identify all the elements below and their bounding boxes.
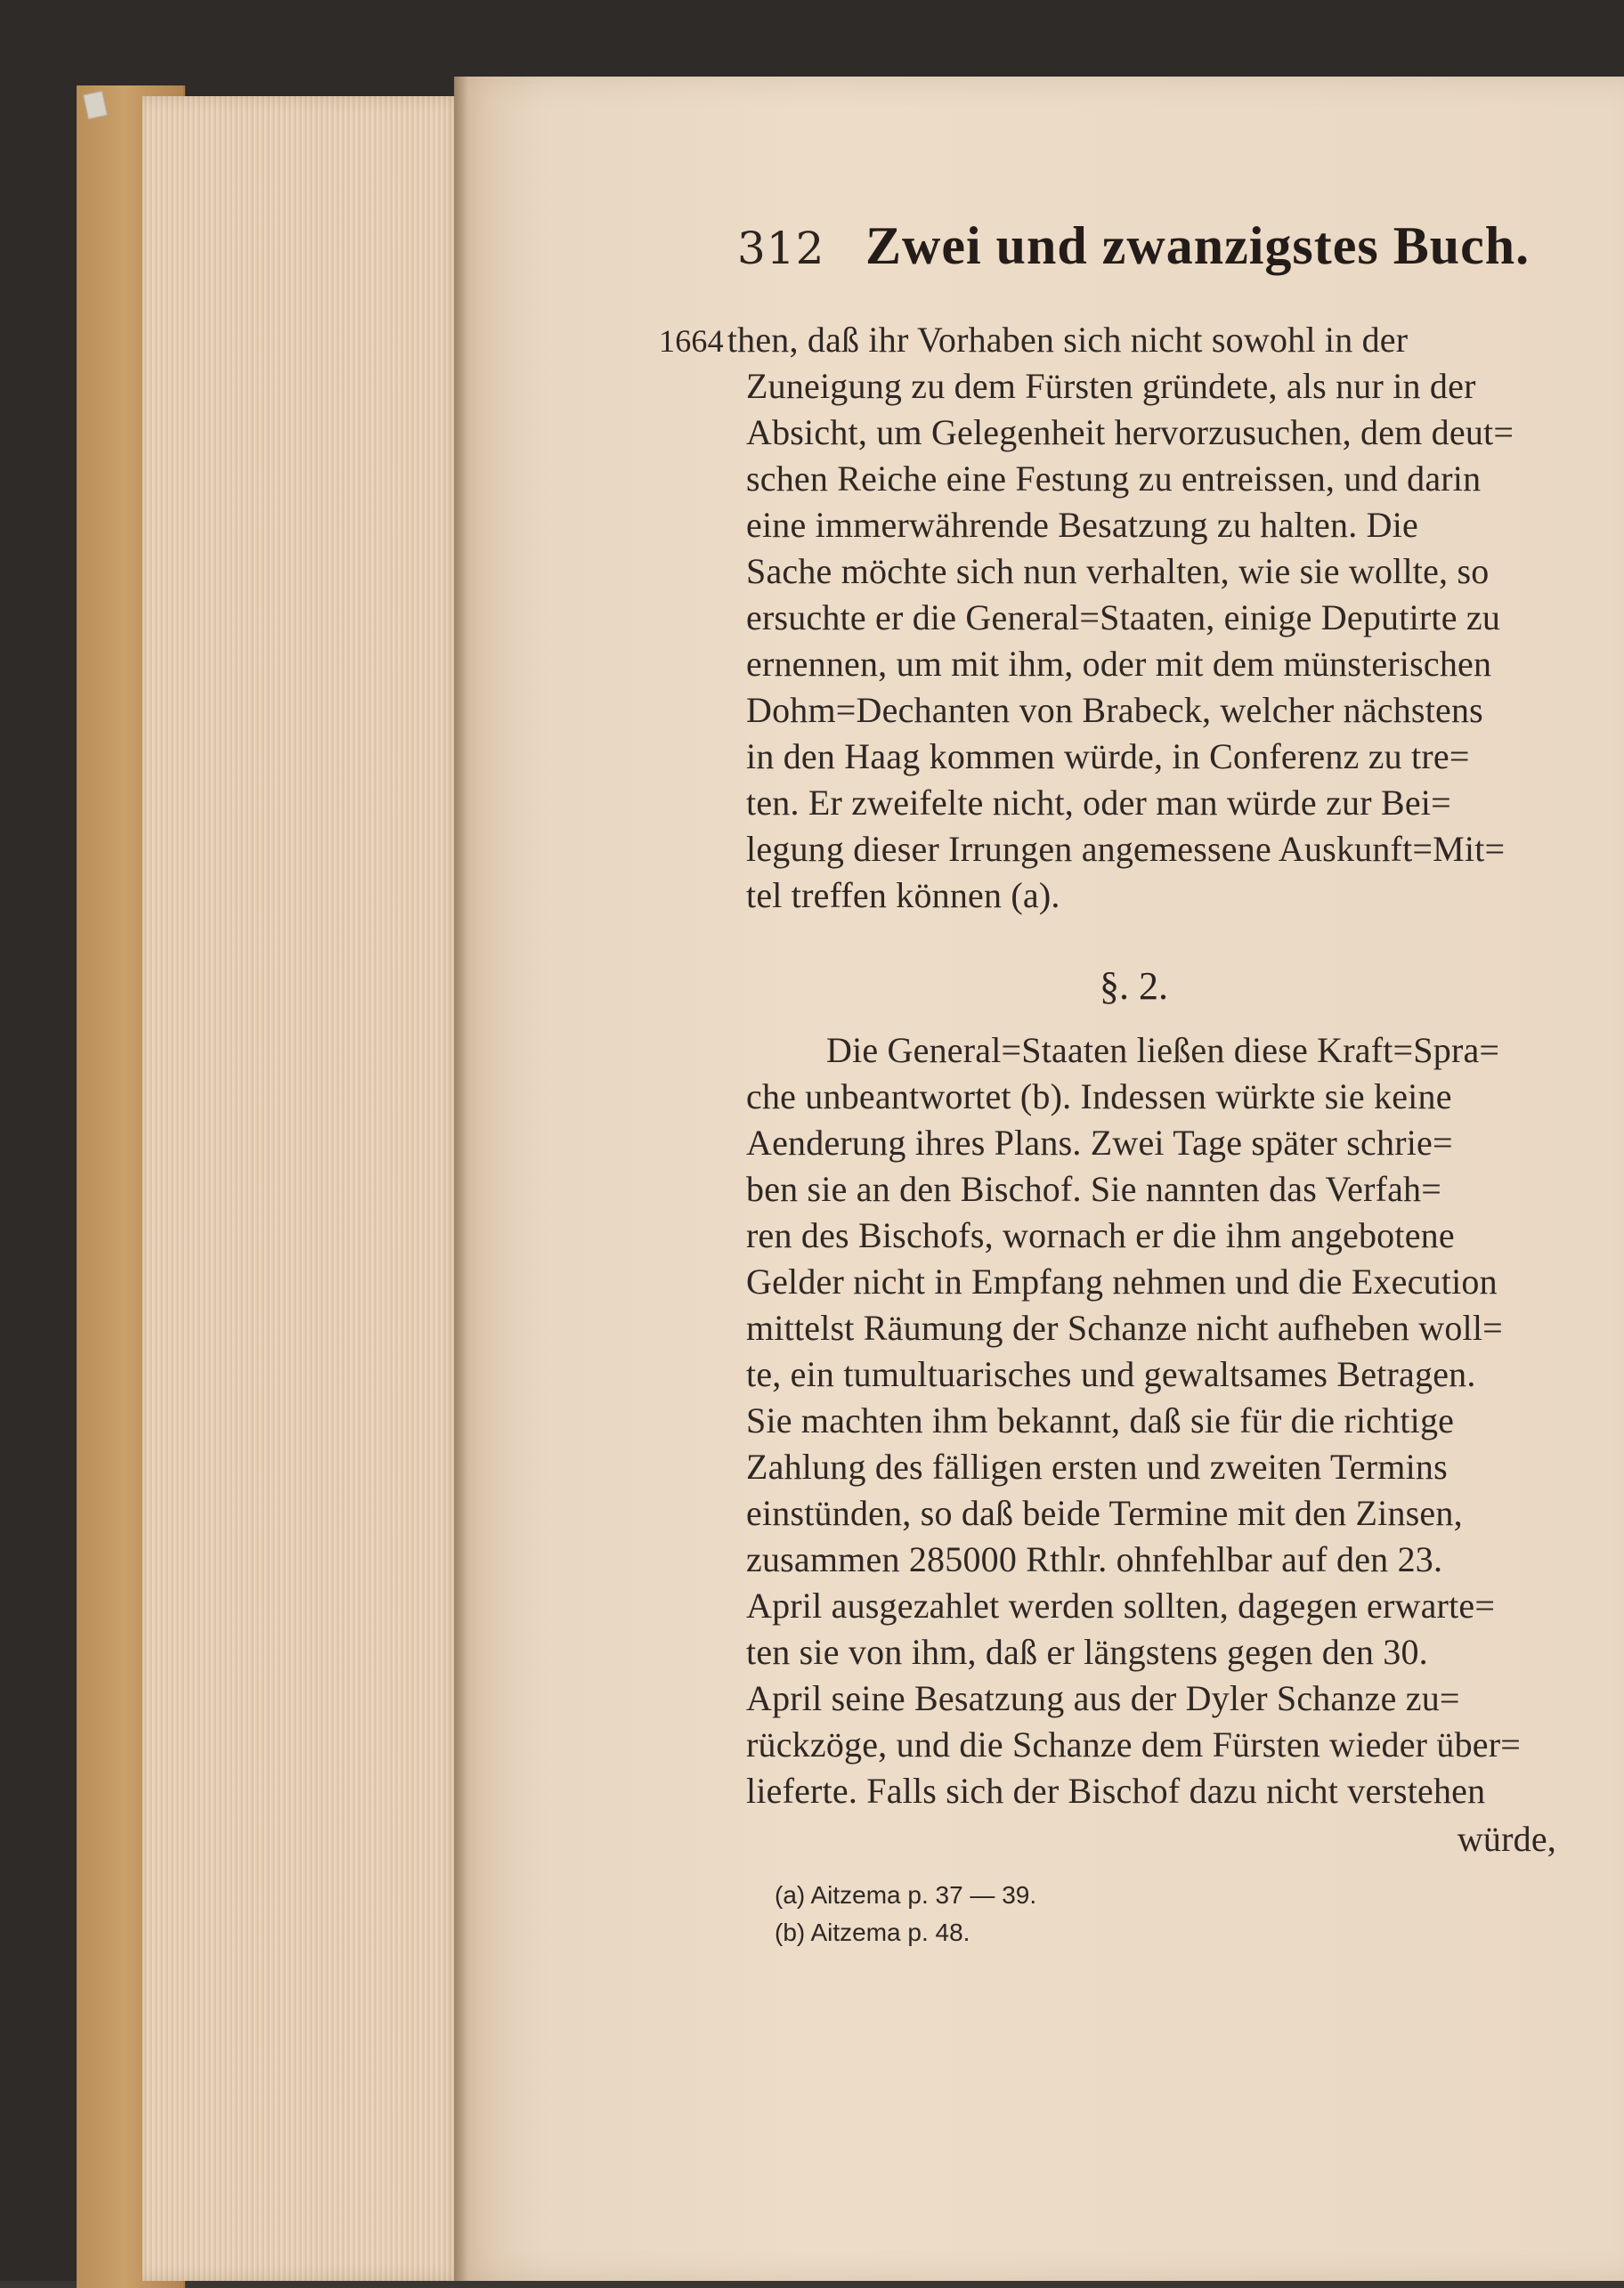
text-line: in den Haag kommen würde, in Conferenz zu tre= — [746, 736, 1470, 776]
text-line: einstünden, so daß beide Termine mit den Zinsen, — [746, 1493, 1463, 1533]
text-line: ten sie von ihm, daß er längstens gegen den 30. — [746, 1632, 1428, 1672]
section-heading: §. 2. — [1100, 964, 1168, 1008]
page-number: 312 — [737, 223, 825, 274]
text-line: April ausgezahlet werden sollten, dagegen erwarte= — [746, 1586, 1496, 1626]
text-line: ernennen, um mit ihm, oder mit dem münsterischen — [746, 644, 1492, 684]
text-line: te, ein tumultuarisches und gewaltsames Betragen. — [746, 1354, 1476, 1394]
text-line: Zuneigung zu dem Fürsten gründete, als nur in der — [746, 366, 1476, 406]
margin-year: 1664 — [659, 323, 724, 359]
text-line: ren des Bischofs, wornach er die ihm angebotene — [746, 1215, 1455, 1255]
text-line: Gelder nicht in Empfang nehmen und die Execution — [746, 1262, 1498, 1302]
text-line: April seine Besatzung aus der Dyler Schanze zu= — [746, 1678, 1460, 1718]
text-line: ben sie an den Bischof. Sie nannten das Verfah= — [746, 1169, 1442, 1209]
text-line: che unbeantwortet (b). Indessen würkte sie keine — [746, 1076, 1452, 1116]
footnote: (b) Aitzema p. 48. — [775, 1919, 970, 1946]
catchword: würde, — [1457, 1819, 1556, 1859]
text-line-content: then, daß ihr Vorhaben sich nicht sowohl in der — [727, 320, 1409, 360]
text-line: mittelst Räumung der Schanze nicht aufheben woll= — [746, 1308, 1503, 1348]
text-line: Zahlung des fälligen ersten und zweiten Termins — [746, 1447, 1448, 1487]
text-line — [659, 317, 1558, 363]
text-line: schen Reiche eine Festung zu entreissen, und darin — [746, 458, 1482, 499]
text-line: zusammen 285000 Rthlr. ohnfehlbar auf den 23. — [746, 1539, 1443, 1579]
text-line: ten. Er zweifelte nicht, oder man würde zur Bei= — [746, 783, 1451, 823]
text-line: Aenderung ihres Plans. Zwei Tage später schrie= — [746, 1123, 1453, 1163]
text-line: Absicht, um Gelegenheit hervorzusuchen, dem deut= — [746, 412, 1514, 452]
running-head: Zwei und zwanzigstes Buch. — [865, 216, 1531, 275]
text-line: eine immerwährende Besatzung zu halten. Die — [746, 505, 1418, 545]
footnote: (a) Aitzema p. 37 — 39. — [775, 1881, 1037, 1909]
text-line: rückzöge, und die Schanze dem Fürsten wieder über= — [746, 1724, 1522, 1765]
text-line: Sache möchte sich nun verhalten, wie sie wollte, so — [746, 551, 1490, 591]
text-line: Die General=Staaten ließen diese Kraft=Spra= — [826, 1030, 1500, 1070]
text-line: Sie machten ihm bekannt, daß sie für die richtige — [746, 1400, 1455, 1440]
text-line: ersuchte er die General=Staaten, einige Deputirte zu — [746, 597, 1501, 637]
text-line: Dohm=Dechanten von Brabeck, welcher nächstens — [746, 690, 1483, 730]
text-line: legung dieser Irrungen angemessene Auskunft=Mit= — [746, 829, 1506, 869]
text-line: tel treffen können (a). — [746, 875, 1060, 915]
text-line: lieferte. Falls sich der Bischof dazu nicht verstehen — [746, 1771, 1486, 1811]
